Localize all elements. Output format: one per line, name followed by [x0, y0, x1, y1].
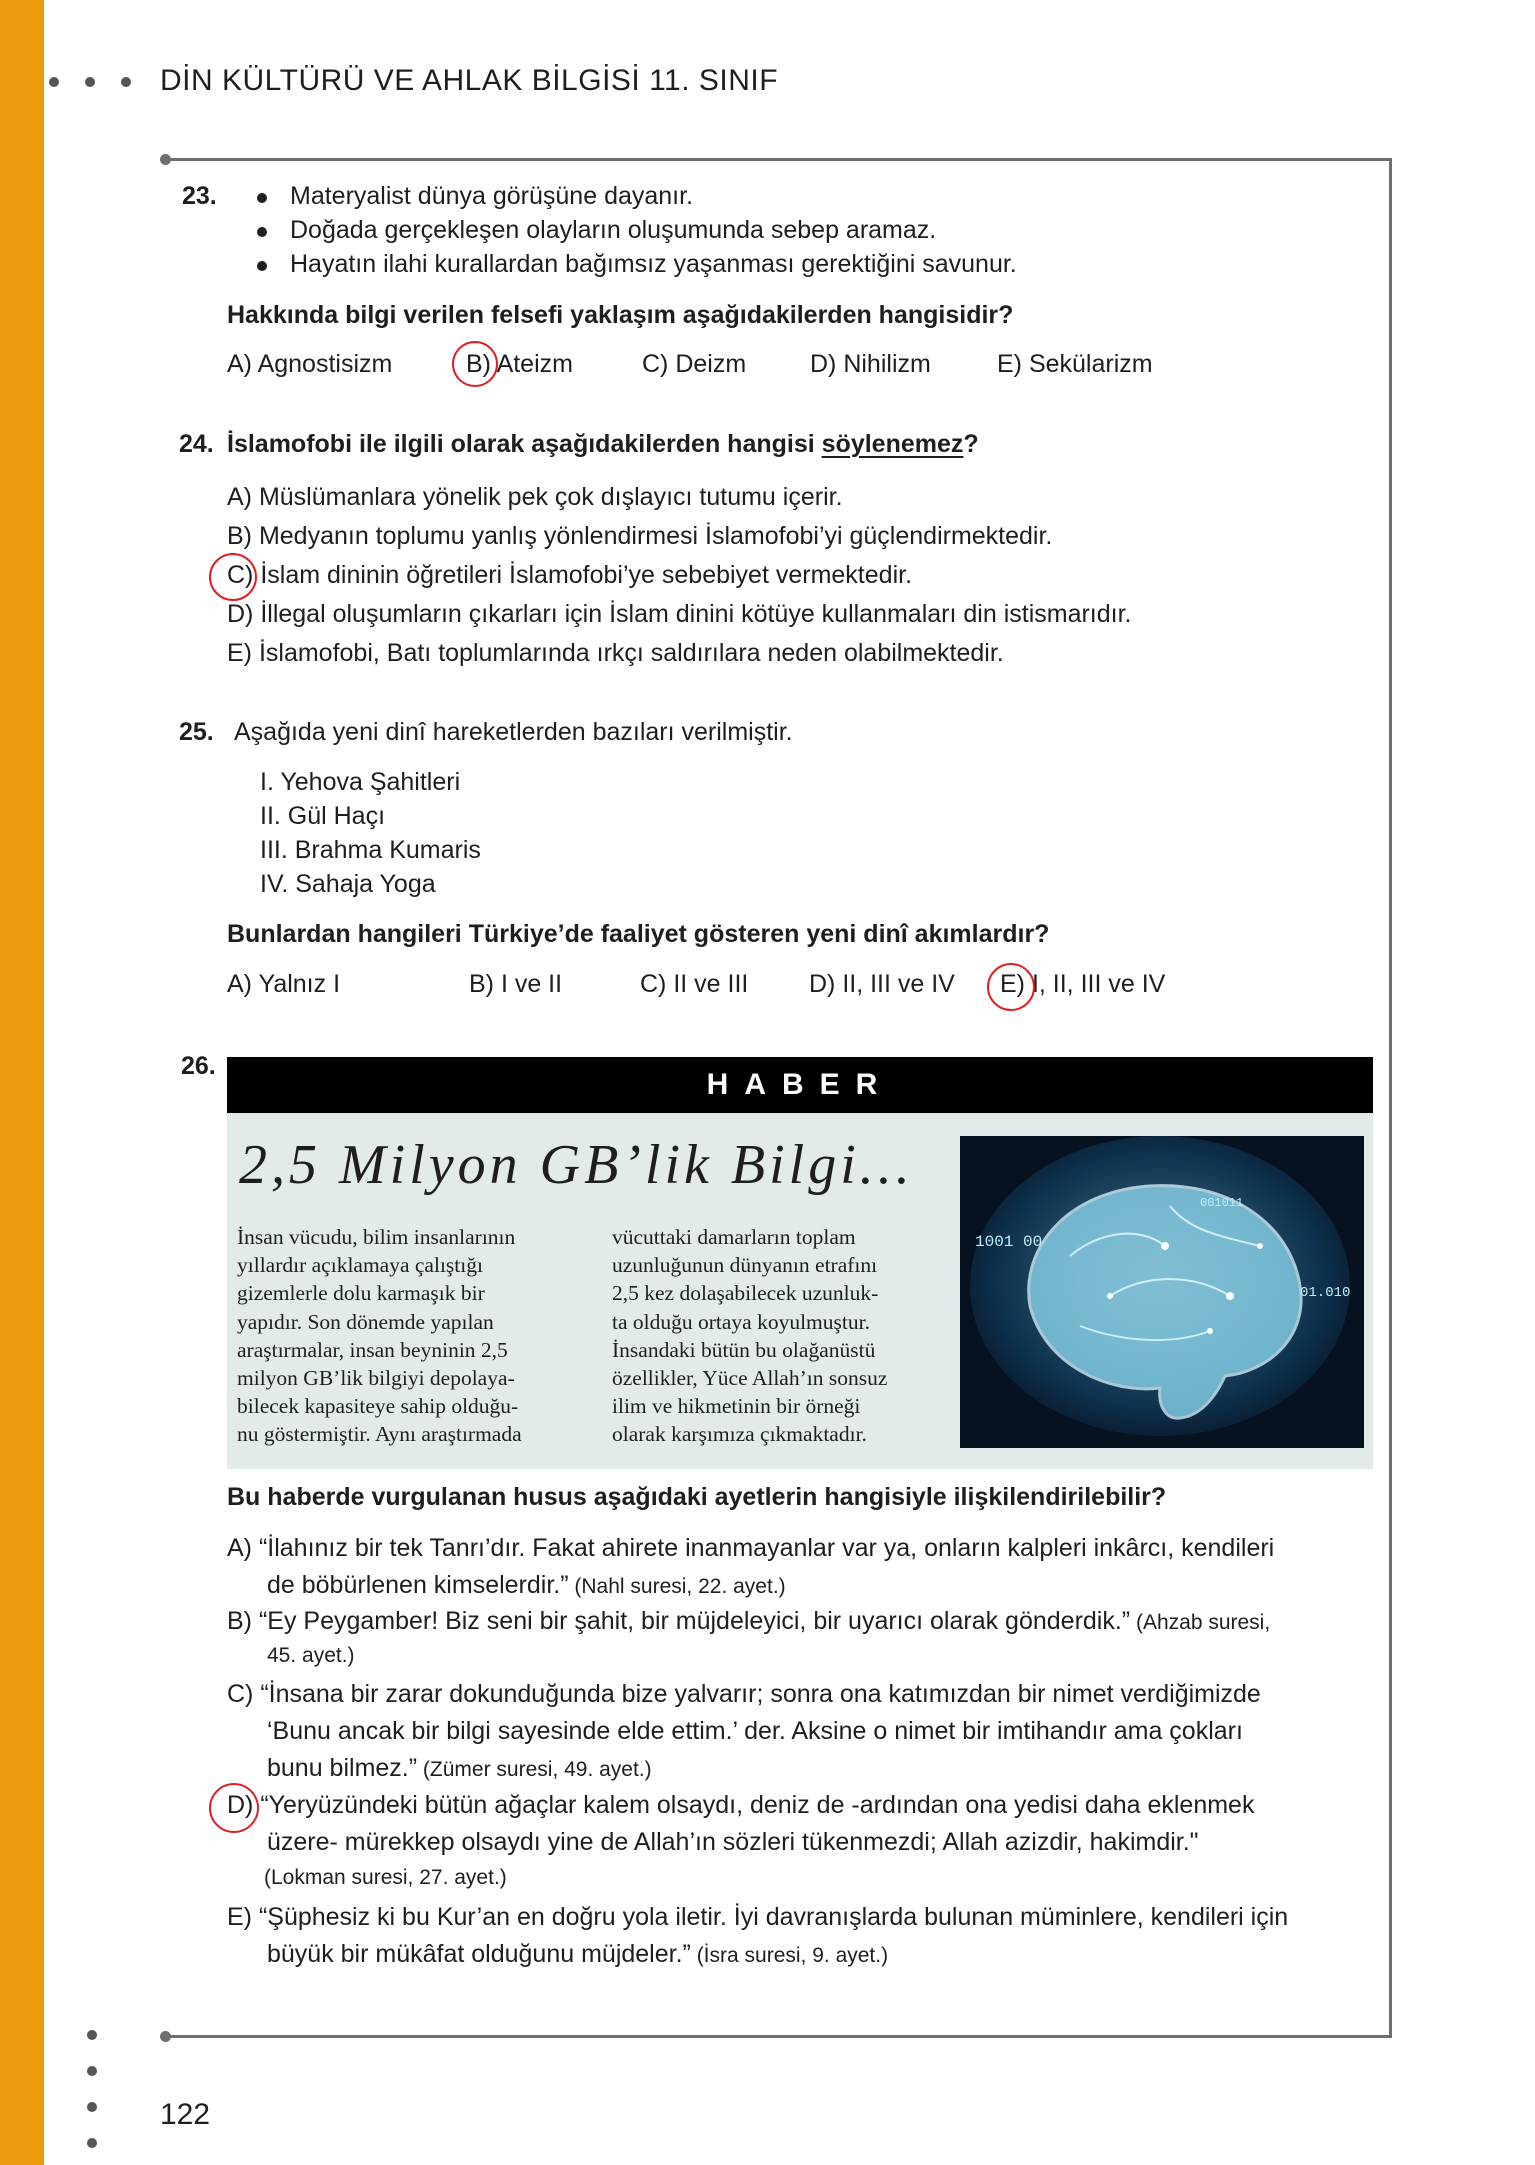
news-line: vücuttaki damarların toplam: [612, 1225, 856, 1249]
footer-dot-2: [87, 2066, 97, 2076]
q25-option-e[interactable]: E) I, II, III ve IV: [1000, 970, 1166, 998]
news-line: yıllardır açıklamaya çalıştığı: [237, 1253, 483, 1278]
q26-option-e-line2[interactable]: [267, 1940, 888, 1969]
q23-option-c[interactable]: C) Deizm: [642, 350, 747, 378]
question-26-number: 26.: [181, 1052, 216, 1080]
q23-bullet-2: Doğada gerçekleşen olayların oluşumunda sebep aramaz.: [290, 216, 937, 244]
q26-option-b-line1[interactable]: [227, 1607, 1270, 1636]
frame-top-dot: [160, 154, 171, 165]
q26-option-c-text: bunu bilmez.”: [267, 1754, 418, 1782]
q26-option-a-source: (Nahl suresi, 22. ayet.): [568, 1575, 786, 1598]
news-line: özellikler, Yüce Allah’ın sonsuz: [612, 1366, 888, 1391]
news-line: araştırmalar, insan beyninin 2,5: [237, 1337, 508, 1362]
q26-option-a-line1[interactable]: A) “İlahınız bir tek Tanrı’dır. Fakat ahirete inanmayanlar var ya, onların kalpleri inkârcı, kendileri: [227, 1534, 1275, 1562]
news-line: İnsan vücudu, bilim insanlarının: [237, 1225, 516, 1249]
q26-option-c-source: (Zümer suresi, 49. ayet.): [417, 1758, 652, 1781]
q24-question: [227, 430, 979, 459]
binary-label: 1001 00: [975, 1233, 1043, 1251]
brain-illustration: [960, 1136, 1364, 1448]
news-headline: 2,5 Milyon GB’lik Bilgi...: [239, 1134, 914, 1196]
q23-option-e[interactable]: E) Sekülarizm: [997, 350, 1153, 378]
header-dot-1: [49, 77, 59, 87]
footer-dot-3: [87, 2102, 97, 2112]
frame-right-line: [1389, 158, 1392, 2038]
header-dot-3: [121, 77, 131, 87]
footer-dot-1: [87, 2030, 97, 2040]
q26-option-e-source: (İsra suresi, 9. ayet.): [690, 1944, 889, 1967]
q24-question-text: İslamofobi ile ilgili olarak aşağıdakilerden hangisi: [227, 430, 822, 458]
answer-mark-circle: [452, 341, 498, 387]
news-line: olarak karşımıza çıkmaktadır.: [612, 1422, 867, 1447]
page-sidebar-stripe: [0, 0, 44, 2165]
bullet-dot: [257, 193, 267, 203]
q26-option-b-line2[interactable]: 45. ayet.): [267, 1644, 355, 1667]
q25-option-d[interactable]: D) II, III ve IV: [809, 970, 955, 998]
q23-option-d[interactable]: D) Nihilizm: [810, 350, 931, 378]
q26-option-b-source: (Ahzab suresi,: [1130, 1611, 1271, 1634]
answer-mark-circle: [209, 1783, 259, 1833]
news-line: yapıdır. Son dönemde yapılan: [237, 1309, 494, 1334]
footer-dot-4: [87, 2138, 97, 2148]
q25-intro: Aşağıda yeni dinî hareketlerden bazıları verilmiştir.: [234, 718, 793, 746]
frame-top-line: [165, 158, 1392, 161]
q24-option-e[interactable]: E) İslamofobi, Batı toplumlarında ırkçı saldırılara neden olabilmektedir.: [227, 639, 1004, 667]
bullet-dot: [257, 261, 267, 271]
q25-option-a[interactable]: A) Yalnız I: [227, 970, 341, 998]
q26-option-d-source: (Lokman suresi, 27. ayet.): [264, 1866, 507, 1889]
news-line: ta olduğu ortaya koyulmuştur.: [612, 1309, 870, 1334]
q24-question-underlined: söylenemez: [821, 430, 964, 458]
q25-item-4: IV. Sahaja Yoga: [260, 870, 436, 898]
question-24-number: 24.: [179, 430, 214, 458]
answer-mark-circle: [209, 553, 257, 601]
news-line: ilim ve hikmetinin bir örneği: [612, 1394, 861, 1419]
q26-option-a-line2[interactable]: [267, 1571, 786, 1600]
brain-image: [960, 1136, 1364, 1448]
q25-question: Bunlardan hangileri Türkiye’de faaliyet gösteren yeni dinî akımlardır?: [227, 920, 1050, 948]
binary-label: 001011: [1200, 1196, 1244, 1210]
q24-option-d[interactable]: D) İllegal oluşumların çıkarları için İslam dinini kötüye kullanmaları din istismarıdır.: [227, 600, 1132, 628]
page-number: 122: [160, 2098, 211, 2131]
q24-option-c[interactable]: C) İslam dininin öğretileri İslamofobi’ye sebebiyet vermektedir.: [227, 561, 913, 589]
q26-option-b-text: B) “Ey Peygamber! Biz seni bir şahit, bir müjdeleyici, bir uyarıcı olarak gönderdik.”: [227, 1607, 1131, 1635]
bullet-dot: [257, 227, 267, 237]
q24-option-b[interactable]: B) Medyanın toplumu yanlış yönlendirmesi İslamofobi’yi güçlendirmektedir.: [227, 522, 1053, 550]
q23-bullet-1: Materyalist dünya görüşüne dayanır.: [290, 182, 694, 210]
q24-question-end: ?: [963, 430, 979, 458]
q26-option-c-line3[interactable]: [267, 1754, 652, 1783]
news-column-1: [237, 1223, 522, 1449]
news-line: uzunluğunun dünyanın etrafını: [612, 1253, 878, 1278]
q26-option-d-line1[interactable]: D) “Yeryüzündeki bütün ağaçlar kalem olsaydı, deniz de -ardından ona yedisi daha eklenmek: [227, 1791, 1255, 1819]
frame-bottom-dot: [160, 2031, 171, 2042]
q23-option-a[interactable]: A) Agnostisizm: [227, 350, 393, 378]
book-title: DİN KÜLTÜRÜ VE AHLAK BİLGİSİ 11. SINIF: [160, 64, 779, 97]
question-25-number: 25.: [179, 718, 214, 746]
q25-option-b[interactable]: B) I ve II: [469, 970, 563, 998]
q26-option-d-line2[interactable]: üzere- mürekkep olsaydı yine de Allah’ın sözleri tükenmezdi; Allah azizdir, hakimdir.": [267, 1828, 1199, 1856]
q25-item-1: I. Yehova Şahitleri: [260, 768, 461, 796]
binary-label: 01.010: [1300, 1285, 1351, 1301]
news-line: 2,5 kez dolaşabilecek uzunluk-: [612, 1281, 879, 1306]
q25-item-2: II. Gül Haçı: [260, 802, 386, 830]
q26-question: Bu haberde vurgulanan husus aşağıdaki ayetlerin hangisiyle ilişkilendirilebilir?: [227, 1483, 1167, 1511]
news-line: bilecek kapasiteye sahip olduğu-: [237, 1394, 519, 1419]
q23-option-b[interactable]: B) Ateizm: [466, 350, 573, 378]
q25-item-3: III. Brahma Kumaris: [260, 836, 481, 864]
q26-option-e-line1[interactable]: E) “Şüphesiz ki bu Kur’an en doğru yola iletir. İyi davranışlarda bulunan müminlere, kendileri için: [227, 1903, 1289, 1931]
news-line: İnsandaki bütün bu olağanüstü: [612, 1337, 876, 1362]
header-dot-2: [85, 77, 95, 87]
news-column-2: [612, 1223, 887, 1449]
q26-option-c-line2[interactable]: ‘Bunu ancak bir bilgi sayesinde elde ettim.’ der. Aksine o nimet bir imtihandır ama çokları: [267, 1717, 1243, 1745]
news-banner: [227, 1057, 1373, 1113]
news-banner-title: HABER: [706, 1068, 894, 1101]
question-23-number: 23.: [182, 182, 217, 210]
answer-mark-circle: [987, 963, 1035, 1011]
news-line: milyon GB’lik bilgiyi depolaya-: [237, 1366, 515, 1391]
frame-bottom-line: [165, 2035, 1392, 2038]
news-line: gizemlerle dolu karmaşık bir: [237, 1281, 485, 1306]
q24-option-a[interactable]: A) Müslümanlara yönelik pek çok dışlayıcı tutumu içerir.: [227, 483, 843, 511]
q23-bullet-3: Hayatın ilahi kurallardan bağımsız yaşanması gerektiğini savunur.: [290, 250, 1017, 278]
news-line: nu göstermiştir. Aynı araştırmada: [237, 1422, 522, 1447]
q25-option-c[interactable]: C) II ve III: [640, 970, 749, 998]
news-box: [227, 1113, 1373, 1469]
q26-option-e-text: büyük bir mükâfat olduğunu müjdeler.”: [267, 1940, 691, 1968]
q26-option-c-line1[interactable]: C) “İnsana bir zarar dokunduğunda bize yalvarır; sonra ona katımızdan bir nimet verdiğimizde: [227, 1680, 1261, 1708]
q23-question: Hakkında bilgi verilen felsefi yaklaşım aşağıdakilerden hangisidir?: [227, 301, 1014, 329]
q26-option-a-text: de böbürlenen kimselerdir.”: [267, 1571, 569, 1599]
